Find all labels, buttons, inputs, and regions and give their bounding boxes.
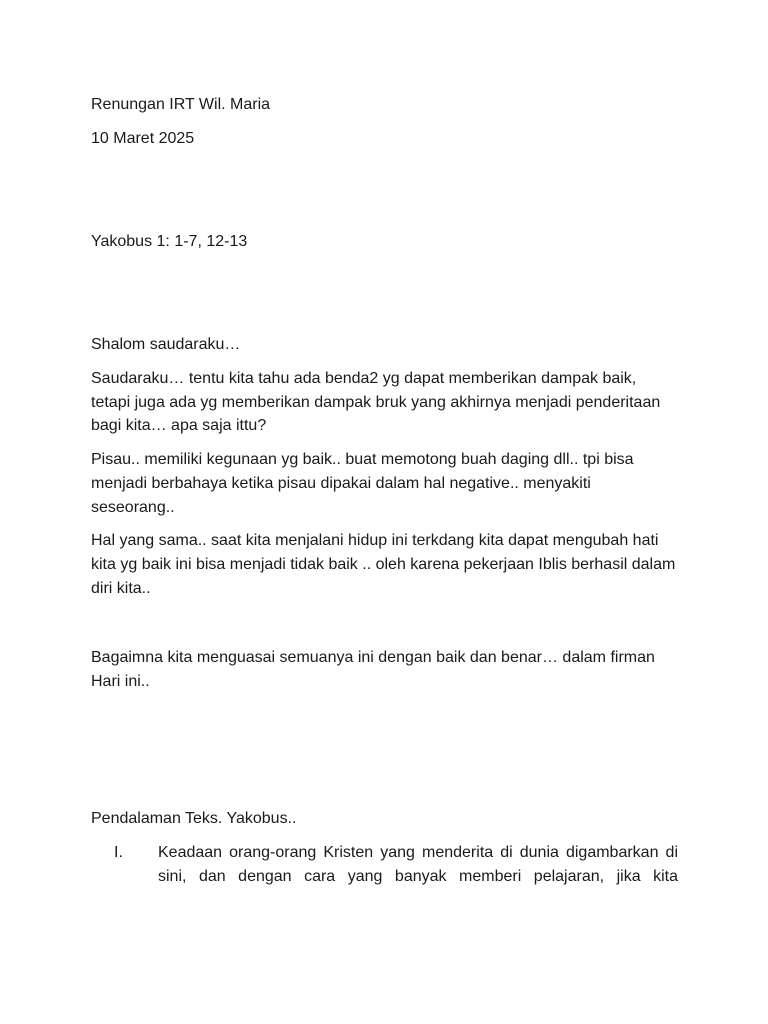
- greeting: Shalom saudaraku…: [91, 336, 241, 353]
- section-title: Pendalaman Teks. Yakobus..: [91, 810, 297, 827]
- paragraph-line: seseorang..: [91, 499, 175, 516]
- paragraph-line: tetapi juga ada yg memberikan dampak bruk yang akhirnya menjadi penderitaan: [91, 394, 661, 411]
- document-date: 10 Maret 2025: [91, 130, 195, 147]
- paragraph-line: Hari ini..: [91, 673, 150, 690]
- list-item-line: Keadaan orang-orang Kristen yang menderita di dunia digambarkan di: [158, 844, 678, 861]
- paragraph-line: Hal yang sama.. saat kita menjalani hidup ini terkdang kita dapat mengubah hati: [91, 532, 659, 549]
- paragraph-line: menjadi berbahaya ketika pisau dipakai dalam hal negative.. menyakiti: [91, 475, 591, 492]
- scripture-reference: Yakobus 1: 1-7, 12-13: [91, 233, 248, 250]
- paragraph-line: Pisau.. memiliki kegunaan yg baik.. buat memotong buah daging dll.. tpi bisa: [91, 451, 634, 468]
- list-item-number: I.: [114, 844, 123, 861]
- list-item-line: sini, dan dengan cara yang banyak memberi pelajaran, jika kita: [158, 868, 678, 885]
- paragraph-line: kita yg baik ini bisa menjadi tidak baik .. oleh karena pekerjaan Iblis berhasil dalam: [91, 556, 676, 573]
- paragraph-line: bagi kita… apa saja ittu?: [91, 417, 267, 434]
- paragraph-line: diri kita..: [91, 580, 151, 597]
- paragraph-line: Saudaraku… tentu kita tahu ada benda2 yg dapat memberikan dampak baik,: [91, 370, 637, 387]
- document-title: Renungan IRT Wil. Maria: [91, 96, 271, 113]
- paragraph-line: Bagaimna kita menguasai semuanya ini dengan baik dan benar… dalam firman: [91, 649, 655, 666]
